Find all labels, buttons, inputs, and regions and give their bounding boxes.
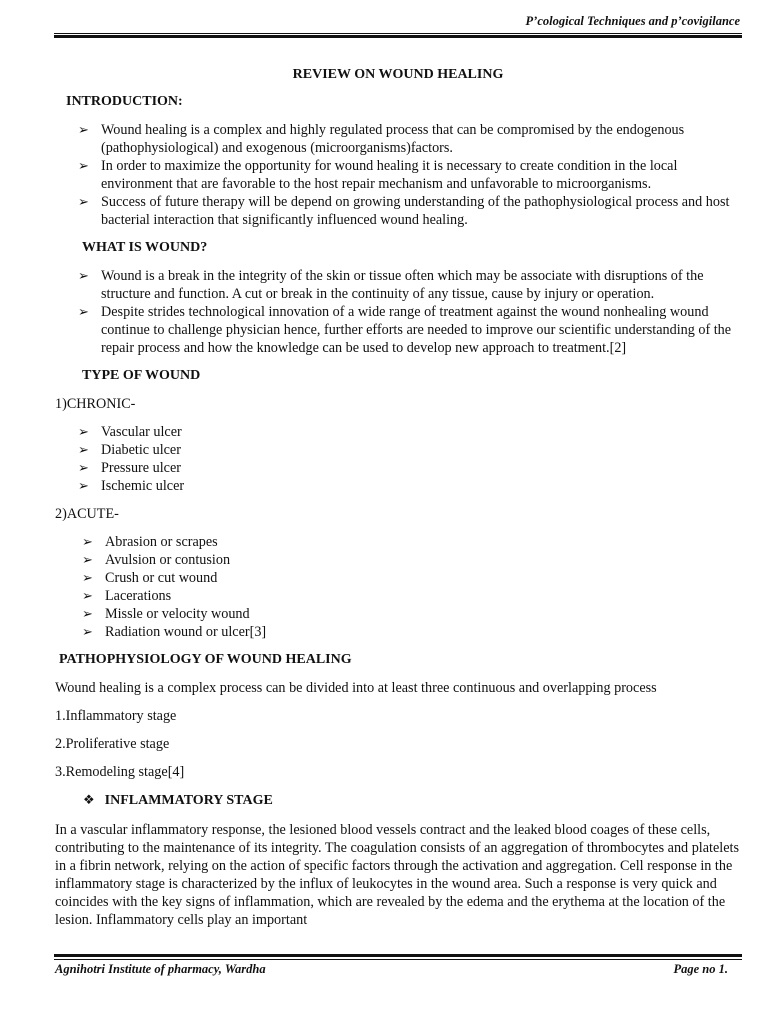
acute-label: 2)ACUTE- (55, 506, 119, 522)
list-item: ➢ Abrasion or scrapes (82, 534, 218, 550)
pathophysiology-intro: Wound healing is a complex process can be divided into at least three continuous and overlapping process (55, 680, 657, 696)
stage-item: 3.Remodeling stage[4] (55, 764, 185, 780)
arrow-bullet-icon: ➢ (82, 534, 93, 549)
diamond-bullet-icon: ❖ (83, 792, 95, 807)
inflammatory-paragraph: In a vascular inflammatory response, the lesioned blood vessels contract and the leaked blood coages of these cells, contributing to the maintenance of its integrity. The coagulation consists of an aggregation of thrombocytes and platelets in a fibrin network, relying on the action of specific factors through the activation and aggregation. Cell response in the inflammatory stage is characterized by the influx of leukocytes in the wound area. Such a response is very quick and coincides with the key signs of inflammation, which are revealed by the edema and the erythema at the location of the lesion. Inflammatory cells play an important (55, 822, 739, 928)
arrow-bullet-icon: ➢ (82, 552, 93, 567)
list-item: ➢ In order to maximize the opportunity for wound healing it is necessary to create condition in the local environment that are favorable to the host repair mechanism and unfavorable to microorganisms. (78, 158, 678, 192)
chronic-list (55, 423, 741, 495)
arrow-bullet-icon: ➢ (78, 424, 89, 439)
arrow-bullet-icon: ➢ (78, 268, 89, 283)
running-title: P’cological Techniques and p’covigilance (525, 14, 740, 28)
footer-rule (54, 954, 742, 957)
list-item: ➢ Vascular ulcer (78, 424, 182, 440)
type-of-wound-heading: TYPE OF WOUND (82, 368, 201, 383)
list-item: ➢ Missle or velocity wound (82, 606, 250, 622)
document-body (55, 66, 741, 929)
arrow-bullet-icon: ➢ (82, 606, 93, 621)
list-item: ➢ Success of future therapy will be depend on growing understanding of the pathophysiological process and host bacterial interaction that significantly influenced wound healing. (78, 194, 730, 228)
arrow-bullet-icon: ➢ (78, 442, 89, 457)
arrow-bullet-icon: ➢ (78, 158, 89, 173)
list-item: ➢ Wound is a break in the integrity of the skin or tissue often which may be associate with disruptions of the structure and function. A cut or break in the continuity of any tissue, cause by injury or operation. (78, 268, 704, 302)
list-item: ➢ Radiation wound or ulcer[3] (82, 624, 267, 640)
arrow-bullet-icon: ➢ (82, 570, 93, 585)
introduction-heading: INTRODUCTION: (66, 94, 183, 109)
list-item: ➢ Diabetic ulcer (78, 442, 181, 458)
what-is-wound-heading: WHAT IS WOUND? (82, 240, 208, 255)
document-title: REVIEW ON WOUND HEALING (292, 67, 504, 82)
pathophysiology-heading: PATHOPHYSIOLOGY OF WOUND HEALING (59, 652, 352, 667)
list-item: ➢ Ischemic ulcer (78, 478, 185, 494)
header-rule-thin (54, 33, 742, 34)
list-item: ➢ Crush or cut wound (82, 570, 218, 586)
chronic-label: 1)CHRONIC- (55, 396, 136, 412)
arrow-bullet-icon: ➢ (78, 194, 89, 209)
list-item: ➢ Avulsion or contusion (82, 552, 231, 568)
introduction-list (55, 121, 741, 229)
footer-institute: Agnihotri Institute of pharmacy, Wardha (55, 962, 266, 976)
inflammatory-heading: ❖ INFLAMMATORY STAGE (83, 792, 273, 808)
page-number: Page no 1. (673, 962, 728, 976)
list-item: ➢ Despite strides technological innovation of a wide range of treatment against the wound nonhealing wound continue to challenge physician hence, further efforts are needed to improve our scientific understanding of the repair process and how the knowledge can be used to develop new approach to treatment.[2] (78, 304, 732, 356)
arrow-bullet-icon: ➢ (78, 122, 89, 137)
list-item: ➢ Wound healing is a complex and highly regulated process that can be compromised by the endogenous (pathophysiological) and exogenous (microorganisms)factors. (78, 122, 685, 156)
arrow-bullet-icon: ➢ (78, 478, 89, 493)
arrow-bullet-icon: ➢ (78, 304, 89, 319)
what-is-wound-list (55, 267, 741, 357)
list-item: ➢ Lacerations (82, 588, 172, 604)
stage-item: 2.Proliferative stage (55, 736, 170, 752)
footer-rule-thin (54, 959, 742, 960)
list-item: ➢ Pressure ulcer (78, 460, 181, 476)
arrow-bullet-icon: ➢ (78, 460, 89, 475)
arrow-bullet-icon: ➢ (82, 624, 93, 639)
header-rule (54, 35, 742, 38)
acute-list (55, 533, 741, 641)
arrow-bullet-icon: ➢ (82, 588, 93, 603)
stage-item: 1.Inflammatory stage (55, 708, 177, 724)
